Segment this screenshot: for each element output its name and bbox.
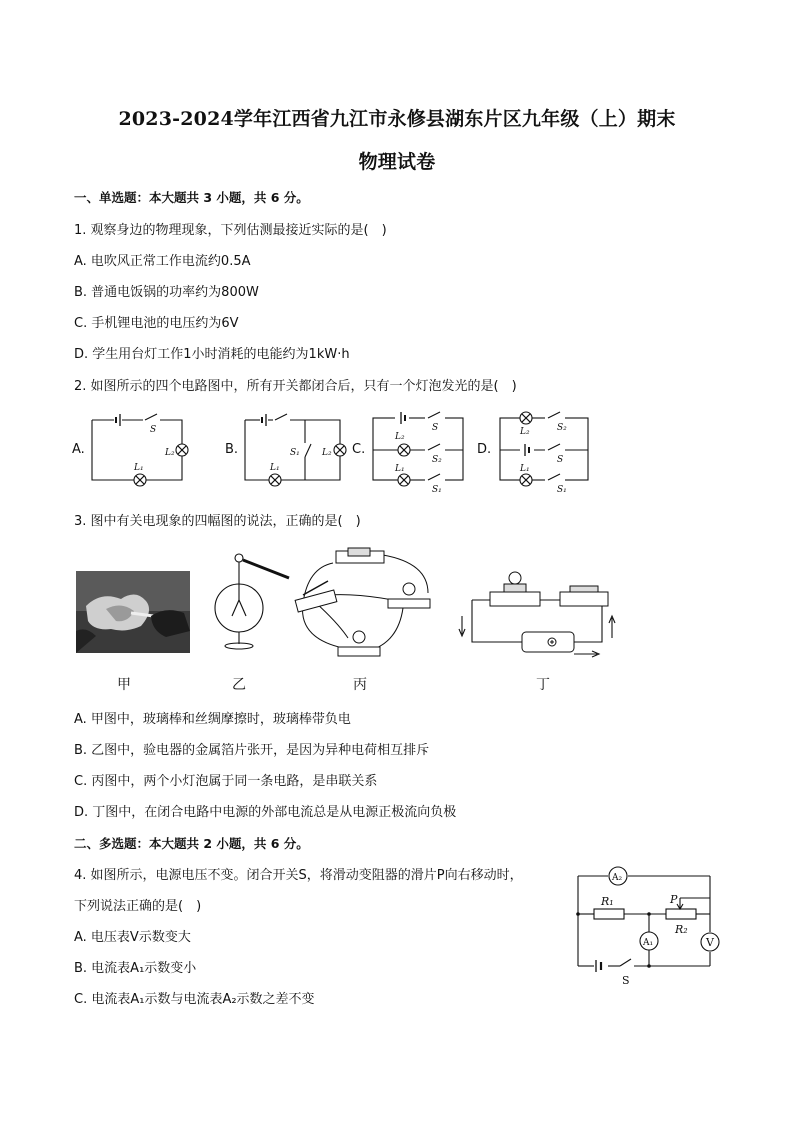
- q4-option-a[interactable]: A. 电压表V示数变大: [74, 930, 191, 945]
- q3-option-d[interactable]: D. 丁图中，在闭合电路中电源的外部电流总是从电源正极流向负极: [74, 805, 457, 820]
- section-1-heading: 一、单选题：本大题共 3 小题，共 6 分。: [74, 190, 309, 205]
- svg-text:A₁: A₁: [643, 938, 654, 948]
- svg-text:S: S: [150, 425, 157, 435]
- svg-text:A₂: A₂: [612, 873, 623, 883]
- svg-text:S: S: [622, 974, 630, 987]
- q3-caption-jia: 甲: [117, 677, 131, 693]
- q3-caption-yi: 乙: [232, 677, 246, 693]
- q4-circuit-diagram: [568, 858, 728, 988]
- svg-text:S₁: S₁: [432, 485, 442, 495]
- circuit-c: [373, 418, 463, 480]
- svg-text:S: S: [432, 423, 439, 433]
- q3-caption-bing: 丙: [353, 677, 367, 693]
- q3-option-b[interactable]: B. 乙图中，验电器的金属箔片张开，是因为异种电荷相互排斥: [74, 743, 430, 758]
- page-title: 2023-2024学年江西省九江市永修县湖东片区九年级（上）期末: [118, 108, 676, 130]
- svg-text:S: S: [557, 455, 564, 465]
- question-1-stem: 1. 观察身边的物理现象，下列估测最接近实际的是( ): [74, 223, 387, 238]
- circuit-b: [245, 414, 340, 480]
- svg-text:R₂: R₂: [675, 923, 688, 936]
- svg-text:L₂: L₂: [395, 432, 405, 442]
- question-4-stem-line2: 下列说法正确的是( ): [74, 899, 202, 914]
- q3-option-a[interactable]: A. 甲图中，玻璃棒和丝绸摩擦时，玻璃棒带负电: [74, 712, 351, 727]
- svg-text:L₁: L₁: [395, 464, 405, 474]
- q4-option-c[interactable]: C. 电流表A₁示数与电流表A₂示数之差不变: [74, 992, 315, 1007]
- page-subtitle: 物理试卷: [358, 151, 436, 173]
- question-4-stem-line1: 4. 如图所示，电源电压不变。闭合开关S，将滑动变阻器的滑片P向右移动时，: [74, 868, 523, 883]
- section-2-heading: 二、多选题：本大题共 2 小题，共 6 分。: [74, 836, 309, 851]
- q2-label-d[interactable]: D.: [477, 442, 492, 457]
- q3-figure-jia-photo: [76, 571, 190, 653]
- circuit-d: [500, 418, 588, 480]
- q2-label-a[interactable]: A.: [72, 442, 85, 457]
- q3-caption-ding: 丁: [536, 677, 550, 693]
- svg-text:L₂: L₂: [165, 448, 175, 458]
- q1-option-c[interactable]: C. 手机锂电池的电压约为6V: [74, 316, 239, 331]
- question-2-stem: 2. 如图所示的四个电路图中，所有开关都闭合后，只有一个灯泡发光的是( ): [74, 379, 517, 394]
- svg-text:L₁: L₁: [520, 464, 530, 474]
- q2-label-b[interactable]: B.: [225, 442, 239, 457]
- svg-text:L₂: L₂: [322, 448, 332, 458]
- q3-figure-ding-circuit: [452, 566, 624, 662]
- svg-text:L₁: L₁: [134, 463, 144, 473]
- svg-text:S₂: S₂: [432, 455, 442, 465]
- q1-option-d[interactable]: D. 学生用台灯工作1小时消耗的电能约为1kW·h: [74, 347, 350, 362]
- svg-text:P: P: [670, 893, 678, 906]
- svg-text:S₁: S₁: [290, 448, 300, 458]
- svg-text:V: V: [706, 936, 714, 949]
- q2-label-c[interactable]: C.: [352, 442, 366, 457]
- q2-circuit-diagrams: [0, 400, 794, 500]
- question-3-stem: 3. 图中有关电现象的四幅图的说法，正确的是( ): [74, 514, 361, 529]
- svg-text:L₂: L₂: [520, 427, 530, 437]
- svg-text:L₁: L₁: [270, 463, 280, 473]
- svg-text:S₁: S₁: [557, 485, 567, 495]
- svg-text:S₂: S₂: [557, 423, 567, 433]
- q1-option-a[interactable]: A. 电吹风正常工作电流约0.5A: [74, 254, 251, 269]
- q3-option-c[interactable]: C. 丙图中，两个小灯泡属于同一条电路，是串联关系: [74, 774, 378, 789]
- q4-option-b[interactable]: B. 电流表A₁示数变小: [74, 961, 197, 976]
- q3-figure-bing-circuit: [288, 543, 440, 665]
- q3-figure-yi-electroscope: [205, 548, 295, 658]
- svg-text:R₁: R₁: [601, 895, 614, 908]
- q1-option-b[interactable]: B. 普通电饭锅的功率约为800W: [74, 285, 259, 300]
